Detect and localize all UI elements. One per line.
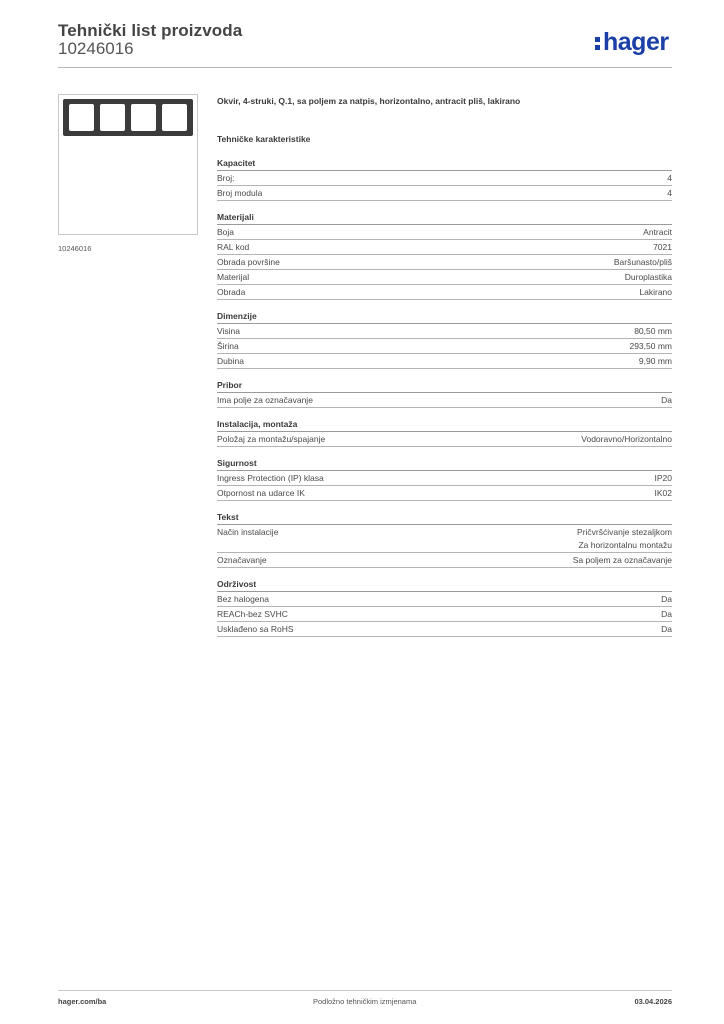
spec-label: Širina bbox=[217, 341, 239, 351]
frame-cell bbox=[69, 104, 94, 131]
footer-notice: Podložno tehničkim izmjenama bbox=[313, 997, 417, 1006]
section-title: Održivost bbox=[217, 578, 672, 592]
spec-row bbox=[217, 393, 672, 408]
spec-label: Bez halogena bbox=[217, 594, 269, 604]
spec-value: Da bbox=[661, 594, 672, 604]
section-title: Pribor bbox=[217, 379, 672, 393]
logo-colon-icon bbox=[595, 33, 601, 51]
spec-row bbox=[217, 270, 672, 285]
spec-row bbox=[217, 324, 672, 339]
spec-value: 7021 bbox=[653, 242, 672, 252]
spec-row bbox=[217, 486, 672, 501]
spec-row bbox=[217, 285, 672, 300]
spec-row bbox=[217, 592, 672, 607]
spec-label: Način instalacije bbox=[217, 527, 279, 537]
spec-value: Baršunasto/pliš bbox=[613, 257, 672, 267]
section-title: Tekst bbox=[217, 511, 672, 525]
spec-section bbox=[217, 379, 672, 408]
section-title: Materijali bbox=[217, 211, 672, 225]
spec-section bbox=[217, 578, 672, 637]
spec-label: REACh-bez SVHC bbox=[217, 609, 288, 619]
footer-divider bbox=[58, 990, 672, 991]
frame-cell bbox=[100, 104, 125, 131]
spec-row bbox=[217, 607, 672, 622]
frame-cell bbox=[131, 104, 156, 131]
spec-row bbox=[217, 354, 672, 369]
spec-label: Položaj za montažu/spajanje bbox=[217, 434, 326, 444]
section-title: Dimenzije bbox=[217, 310, 672, 324]
image-caption: 10246016 bbox=[58, 244, 92, 253]
spec-row bbox=[217, 240, 672, 255]
spec-value: Antracit bbox=[643, 227, 672, 237]
spec-label: Usklađeno sa RoHS bbox=[217, 624, 294, 634]
spec-value: Pričvršćivanje stezaljkom Za horizontalnu montažu bbox=[577, 527, 672, 550]
spec-section bbox=[217, 211, 672, 300]
spec-label: Ima polje za označavanje bbox=[217, 395, 313, 405]
spec-value: Lakirano bbox=[639, 287, 672, 297]
frame-illustration bbox=[63, 99, 193, 136]
spec-value: 293,50 mm bbox=[629, 341, 672, 351]
spec-label: Ingress Protection (IP) klasa bbox=[217, 473, 324, 483]
section-title: Sigurnost bbox=[217, 457, 672, 471]
spec-value: 9,90 mm bbox=[638, 356, 672, 366]
spec-section bbox=[217, 457, 672, 501]
spec-value: Da bbox=[661, 395, 672, 405]
spec-content bbox=[217, 95, 672, 647]
spec-row bbox=[217, 553, 672, 568]
footer-website[interactable]: hager.com/ba bbox=[58, 997, 107, 1006]
tech-heading: Tehničke karakteristike bbox=[217, 134, 311, 144]
spec-row bbox=[217, 339, 672, 354]
spec-value: IK02 bbox=[654, 488, 672, 498]
spec-value: Da bbox=[661, 624, 672, 634]
spec-value: Da bbox=[661, 609, 672, 619]
spec-label: Broj modula bbox=[217, 188, 263, 198]
spec-row bbox=[217, 186, 672, 201]
spec-label: Broj: bbox=[217, 173, 235, 183]
spec-sections bbox=[217, 157, 672, 637]
spec-section bbox=[217, 511, 672, 568]
spec-value: Duroplastika bbox=[624, 272, 672, 282]
spec-section bbox=[217, 157, 672, 201]
spec-label: Boja bbox=[217, 227, 235, 237]
spec-row bbox=[217, 622, 672, 637]
spec-value: 4 bbox=[667, 173, 672, 183]
product-description: Okvir, 4-struki, Q.1, sa poljem za natpis, horizontalno, antracit pliš, lakirano bbox=[217, 96, 521, 106]
spec-section bbox=[217, 418, 672, 447]
section-title: Instalacija, montaža bbox=[217, 418, 672, 432]
spec-row bbox=[217, 225, 672, 240]
header-divider bbox=[58, 67, 672, 68]
spec-row bbox=[217, 432, 672, 447]
spec-value: 80,50 mm bbox=[634, 326, 672, 336]
spec-row bbox=[217, 525, 672, 553]
spec-value: 4 bbox=[667, 188, 672, 198]
spec-label: Visina bbox=[217, 326, 240, 336]
footer-date: 03.04.2026 bbox=[634, 997, 672, 1006]
logo-text: hager bbox=[603, 27, 669, 56]
section-title: Kapacitet bbox=[217, 157, 672, 171]
page-title: Tehnički list proizvoda bbox=[58, 21, 243, 40]
spec-label: Obrada površine bbox=[217, 257, 280, 267]
spec-label: Otpornost na udarce IK bbox=[217, 488, 305, 498]
frame-cell bbox=[162, 104, 187, 131]
spec-label: Označavanje bbox=[217, 555, 267, 565]
spec-row bbox=[217, 255, 672, 270]
spec-value: Vodoravno/Horizontalno bbox=[581, 434, 672, 444]
spec-value: Sa poljem za označavanje bbox=[572, 555, 672, 565]
spec-section bbox=[217, 310, 672, 369]
product-code: 10246016 bbox=[58, 39, 134, 58]
spec-value: IP20 bbox=[654, 473, 672, 483]
spec-label: Materijal bbox=[217, 272, 250, 282]
spec-label: Obrada bbox=[217, 287, 246, 297]
spec-row bbox=[217, 471, 672, 486]
hager-logo bbox=[595, 27, 669, 57]
spec-label: RAL kod bbox=[217, 242, 250, 252]
spec-label: Dubina bbox=[217, 356, 244, 366]
spec-row bbox=[217, 171, 672, 186]
product-image bbox=[58, 94, 198, 235]
